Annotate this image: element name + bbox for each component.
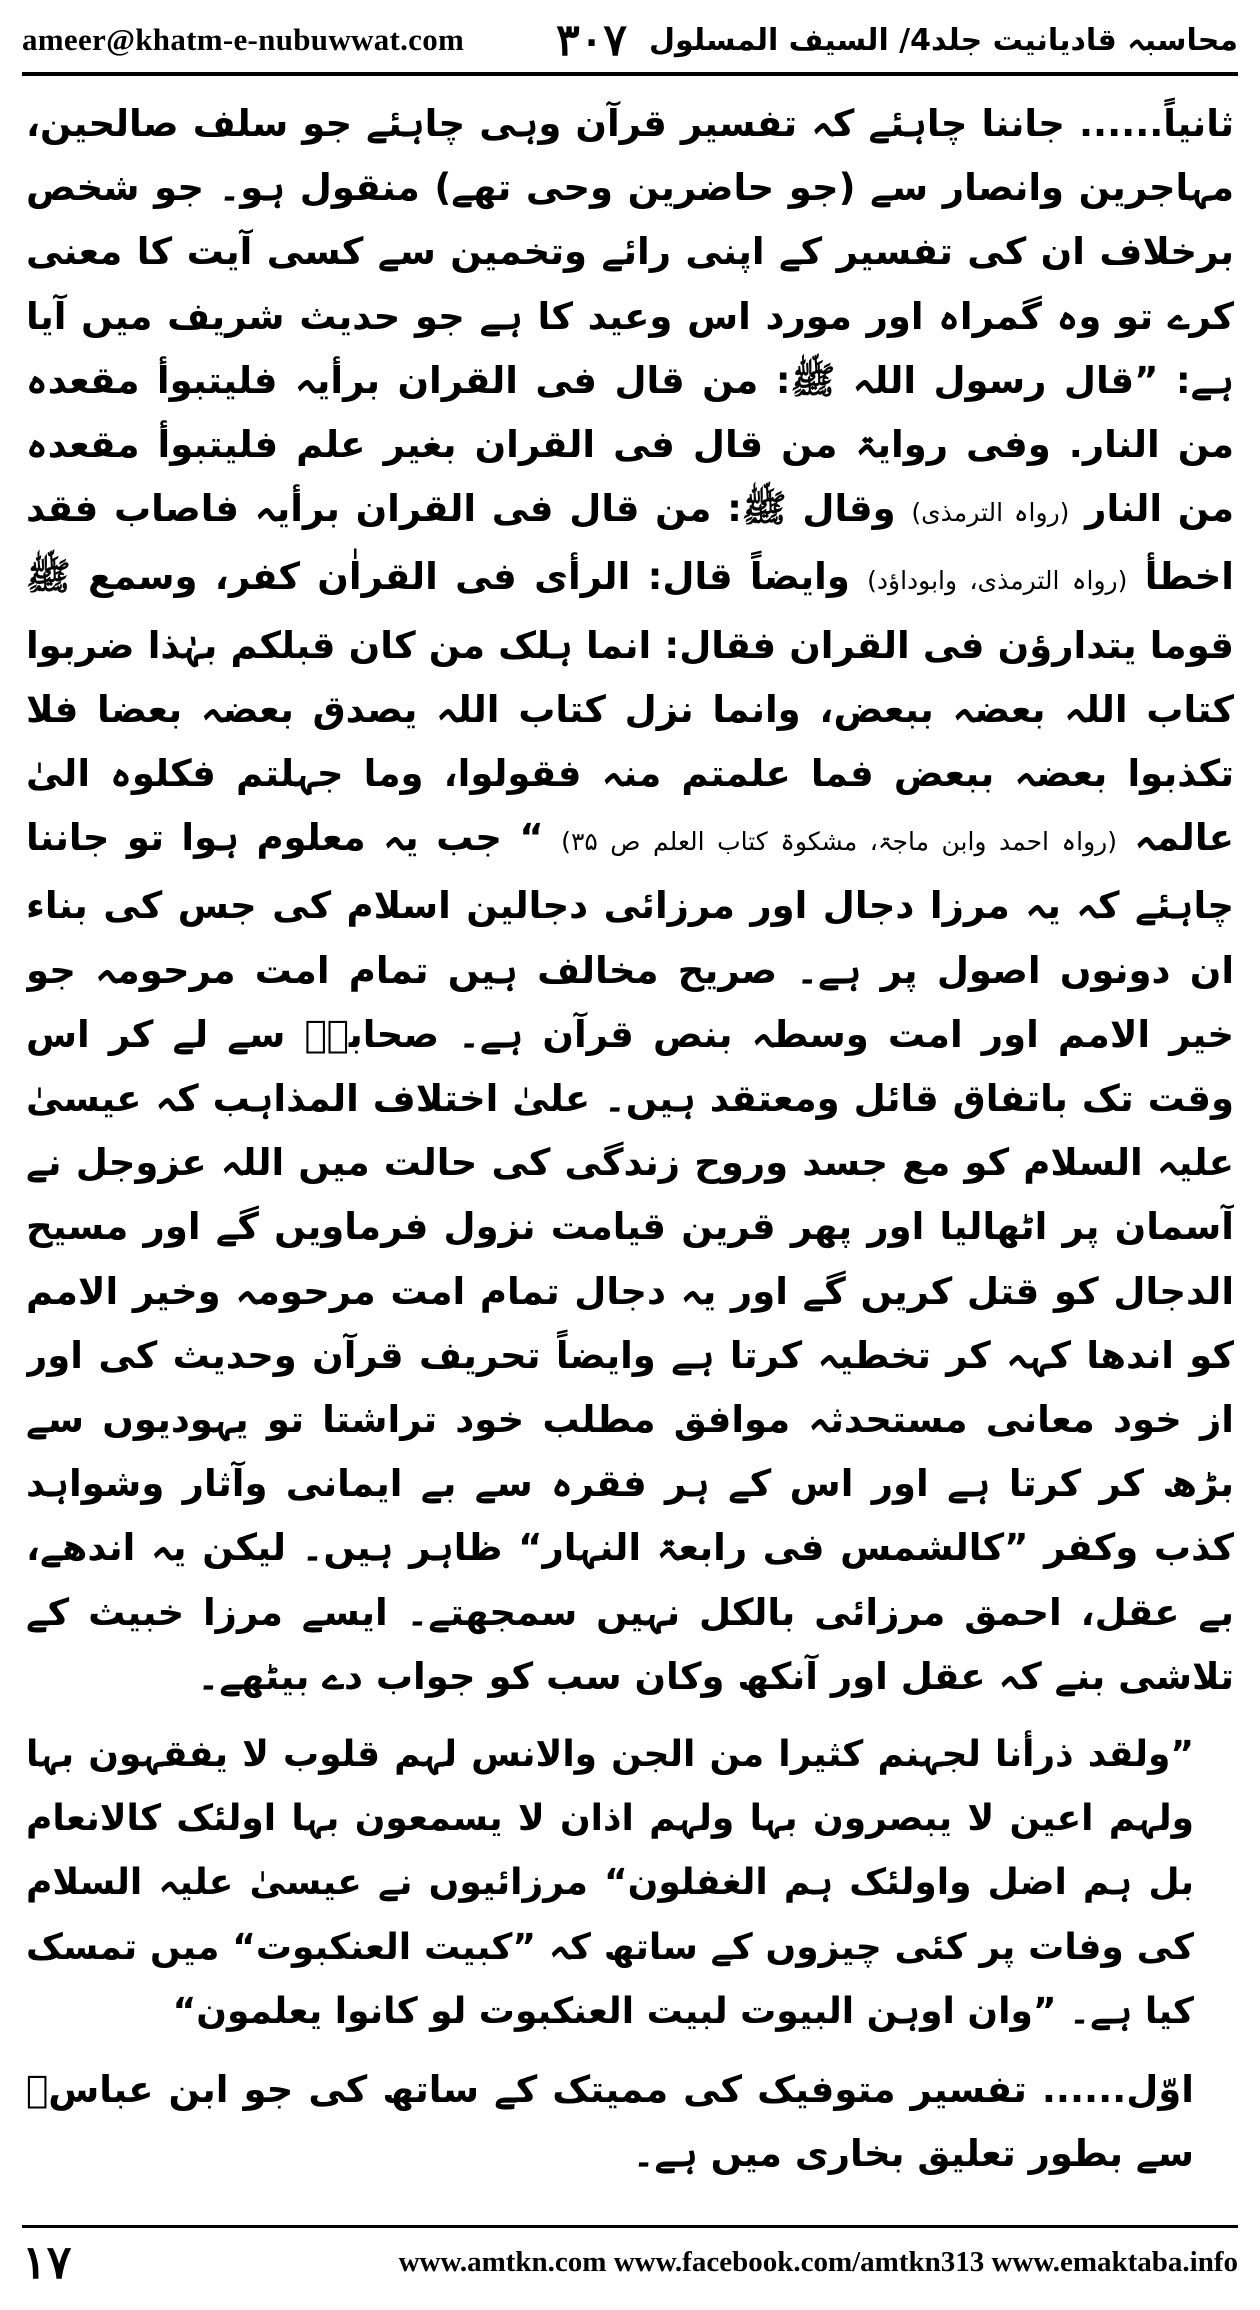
folio-number: ۱۷ [22,2237,72,2288]
header-right [556,15,1238,66]
page-header [22,14,1238,66]
paragraph-second-point [26,2187,1234,2198]
paragraph-1-cont: وقال ﷺ: من قال فی القران برأیہ فاصاب فقد اخطأ [26,487,1234,599]
paragraph-1-text: ثانیاً...... جاننا چاہئے کہ تفسیر قرآن وہی چاہئے جو سلف صالحین، مہاجرین وانصار سے (جو حاضرین وحی تھے) منقول ہو۔ جو شخص برخلاف ان کی تفسیر کے اپنی رائے وتخمین سے کسی آیت کا معنی کرے تو وہ گمراہ اور مورد اس وعید کا ہے جو حدیث شریف میں آیا ہے: ”قال رسول اللہ ﷺ: من قال فی القران برأیہ فلیتبوأ مقعدہ من النار. وفی روایۃ من قال فی القران بغیر علم فلیتبوأ مقعدہ من النار [26,102,1234,531]
paragraph-quran-verse: ”ولقد ذرأنا لجہنم کثیرا من الجن والانس لہم قلوب لا یفقہون بہا ولہم اعین لا یبصرون بہا ولہم اذان لا یسمعون بہا اولئک کالانعام بل ہم اضل واولئک ہم الغفلون“ مرزائیوں نے عیسیٰ علیہ السلام کی وفات پر کئی چیزوں کے ساتھ کہ ”کبیت العنکبوت“ میں تمسک کیا ہے۔ ”وان اوہن البیوت لبیت العنکبوت لو کانوا یعلمون“ [26,1734,1194,2032]
paragraph-1-cont-3: “ جب یہ معلوم ہوا تو جاننا چاہئے کہ یہ مرزا دجال اور مرزائی دجالین اسلام کی جس کی بناء ان دونوں اصول پر ہے۔ صریح مخالف ہیں تمام امت مرحومہ جو خیر الامم اور امت وسطہ بنص قرآن ہے۔ صحابہؓ سے لے کر اس وقت تک باتفاق قائل ومعتقد ہیں۔ علیٰ اختلاف المذاہب کہ عیسیٰ علیہ السلام کو مع جسد وروح زندگی کی حالت میں اللہ عزوجل نے آسمان پر اٹھالیا اور پھر قرین قیامت نزول فرماویں گے اور مسیح الدجال کو قتل کریں گے اور یہ دجال تمام امت مرحومہ وخیر الامم کو اندھا کہہ کر تخطیہ کرتا ہے وایضاً تحریف قرآن وحدیث کی اور از خود معانی مستحدثہ موافق مطلب خود تراشتا تو یہودیوں سے بڑھ کر کرتا ہے اور اس کے ہر فقرہ سے بے ایمانی وآثار وشواہد کذب وکفر ”کالشمس فی رابعۃ النہار“ ظاہر ہیں۔ لیکن یہ اندھے، بے عقل، احمق مرزائی بالکل نہیں سمجھتے۔ ایسے مرزا خبیث کے تلاشی بنے کہ عقل اور آنکھ وکان سب کو جواب دے بیٹھے۔ [26,816,1234,1698]
reference-ahmad-ibnmajah: (رواہ احمد وابن ماجۃ، مشکوۃ کتاب العلم ص ۳۵) [561,827,1117,857]
book-title: محاسبہ قادیانیت جلد4/ السیف المسلول [648,22,1238,58]
header-email: ameer@khatm-e-nubuwwat.com [22,22,465,57]
page-body [26,92,1234,2197]
page-footer [22,2234,1238,2290]
paragraph-1 [26,92,1234,1709]
paragraph-first-point: اوّل...... تفسیر متوفیک کی ممیتک کے ساتھ کی جو ابن عباسؓ سے بطور تعلیق بخاری میں ہے۔ [26,2068,1194,2176]
footer-rule [22,2225,1238,2228]
header-rule [22,72,1238,76]
page-number: ۳۰۷ [556,15,627,65]
reference-tirmidhi: (رواہ الترمذی) [911,498,1070,528]
reference-tirmidhi-abudawud: (رواہ الترمذی، وابوداؤد) [867,566,1128,596]
footer-links[interactable]: www.amtkn.com www.facebook.com/amtkn313 www.emaktaba.info [398,2245,1238,2278]
paragraph-1-cont-2: وایضاً قال: الرأی فی القراٰن کفر، وسمع ﷺ قوما یتدارؤن فی القران فقال: انما ہلک من کان قبلکم بہٰذا ضربوا کتاب اللہ بعضہ ببعض، وانما نزل کتاب اللہ یصدق بعضہ بعضا فلا تکذبوا بعضہ ببعض فما علمتم منہ فقولوا، وما جہلتم فکلوہ الیٰ عالمہ [26,555,1234,860]
